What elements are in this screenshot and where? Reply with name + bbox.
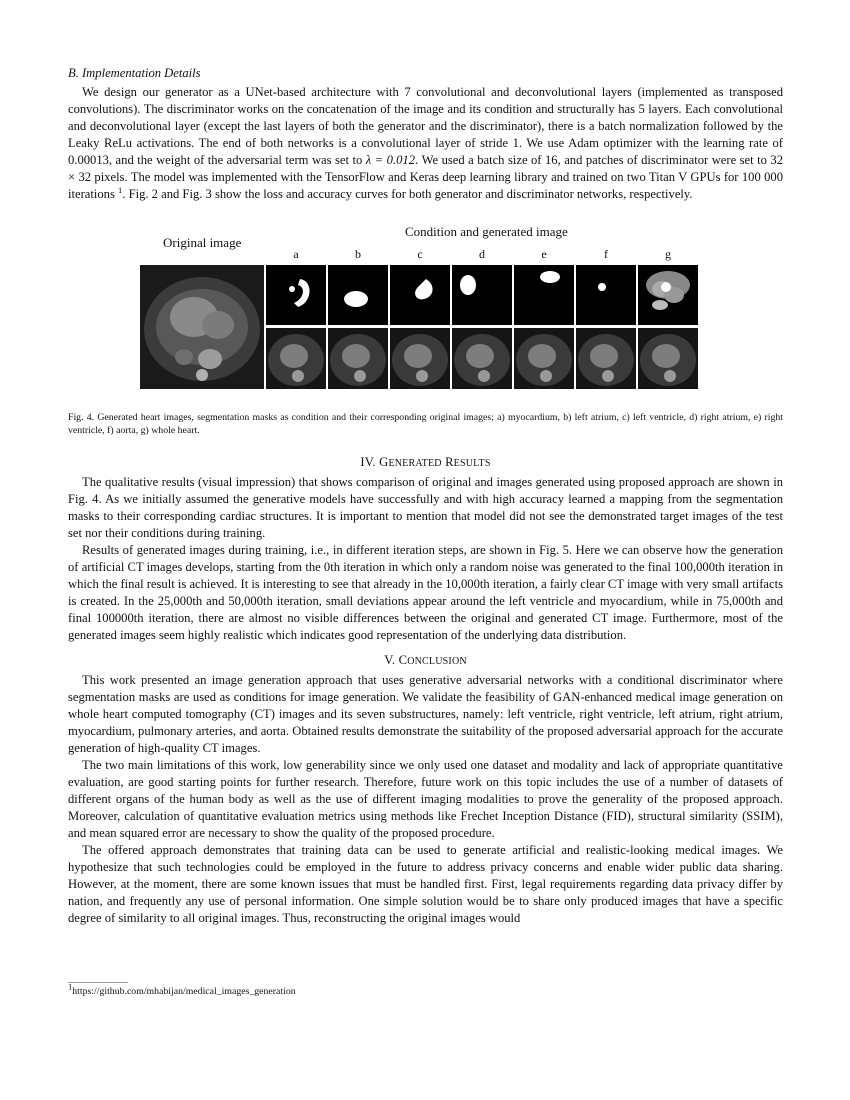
mask-left-atrium [328,265,388,325]
panel-letter: a [293,247,299,261]
results-paragraph-1: The qualitative results (visual impression) that shows comparison of original and images generated using proposed approach are shown in Fig. 4. As we initially assumed the generative models have successfully and with high accuracy learned a mapping from the segmentation masks to their corresponding cardiac structures. It is important to mention that model did not see the demonstrated target images of the test set nor their conditions during training. [68,475,783,540]
mask-left-ventricle [390,265,450,325]
conclusion-paragraph-2: The two main limitations of this work, low generability since we only used one dataset and modality and lack of appropriate quantitative evaluation, are good starting points for further research. Therefore, future work on this topic includes the use of a number of datasets of different organs of the human body as well as the use of different imaging modalities to prove the generality of the proposed approach. Moreover, calculation of quantitative evaluation metrics using methods like Frechet Inception Distance (FID), structural similarity (SSIM), and mean squared error are necessary to show the quality of the proposed procedure. [68,758,783,840]
footnote-rule [68,982,128,983]
heading-rest: ESULTS [453,458,491,469]
condition-image-title: Condition and generated image [405,224,568,239]
page-body [68,66,783,927]
heading-rest: ONCLUSION [407,656,467,667]
mask-whole-heart [638,265,698,325]
mask-myocardium [266,265,326,325]
section-heading-conclusion [68,653,783,668]
panel-letter: e [541,247,547,261]
conclusion-paragraph-3: The offered approach demonstrates that training data can be used to generate artificial and realistic-looking medical images. We hypothesize that such technologies could be employed in the future to address privacy concerns and enable wider public data sharing. However, at the moment, there are some known issues that must be handled first. First, legal requirements regarding data privacy differ by nation, and frequently any use of personal information. One simple solution would be to share only produced images that have a specific degree of similarity to all original images. Thus, reconstructing the original images would [68,843,783,925]
generated-ct-g [638,328,698,389]
results-paragraph-2: Results of generated images during training, i.e., in different iteration steps, are shown in Fig. 5. Here we can observe how the generation of artificial CT images develops, starting from the 0th iteration in which only a random noise was generated to the final 100,000th iteration in which the final result is achieved. It is interesting to see that already in the 10,000th iteration, a fairly clear CT image with very small artifacts is created. In the 25,000th and 50,000th iteration, small deviations appear around the left ventricle and myocardium, while in 75,000th and final 100000th iteration, there are almost no visible differences between the original and generated CT image. Furthermore, most of the generated images seem highly realistic which indicates good representation of the underlying data distribution. [68,543,783,642]
mask-right-atrium [452,265,512,325]
generated-ct-a [266,328,326,389]
generated-ct-b [328,328,388,389]
mask-aorta [576,265,636,325]
heading-initial: C [398,653,408,667]
impl-text-d: . Fig. 2 and Fig. 3 show the loss and accuracy curves for both generator and discriminator networks, respectively. [122,187,693,201]
section-numeral: V. [384,653,396,667]
footnote-number: 1 [68,981,73,992]
generated-ct-d [452,328,512,389]
lambda-value: λ = 0.012 [365,153,415,167]
heading-initial: G [379,455,389,469]
implementation-paragraph [68,84,783,203]
figure-caption: Fig. 4. Generated heart images, segmentation masks as condition and their corresponding original images; a) myocardium, b) left atrium, c) left ventricle, d) right atrium, e) right ventricle, f) aorta, g) whole heart. [68,412,783,436]
original-ct-image [140,265,264,389]
subsection-heading: B. Implementation Details [68,66,201,80]
original-image-title: Original image [163,235,242,250]
mask-right-ventricle [514,265,574,325]
footnote [68,981,296,997]
conclusion-paragraph-1: This work presented an image generation approach that uses generative adversarial networks with a conditional discriminator where segmentation masks are used as conditions for image generation. We validate the feasibility of GAN-enhanced medical image generation on whole heart computed tomography (CT) images and its seven substructures, namely: left ventricle, right ventricle, left atrium, right atrium, myocardium, pulmonary arteries, and aorta. Obtained results demonstrate the suitability of the proposed adversarial approach for the accurate generation of high-quality CT images. [68,673,783,755]
footnote-link[interactable]: https://github.com/mhabijan/medical_images_generation [72,986,296,997]
panel-letter: g [665,247,671,261]
panel-letter: c [417,247,423,261]
patch-size: 32 × 32 [68,153,783,184]
generated-ct-f [576,328,636,389]
figure-4 [68,221,783,399]
impl-text-c: pixels. The model was implemented with the TensorFlow and Keras deep learning library and trained on two Titan V GPUs for 100 000 iterations [68,170,783,201]
impl-text-a: We design our generator as a UNet-based architecture with 7 convolutional and deconvolutional layers (implemented as transposed convolutions). The discriminator works on the concatenation of the image and its condition and structurally has 5 layers. Each convolutional and deconvolutional layer (except the last layers of both the generator and the discriminator), there is a batch normalization followed by the Leaky ReLu activations. The end of both networks is a convolutional layer of stride 1. We use Adam optimizer with the learning rate of 0.00013, and the weight of the adversarial term was set to [68,85,783,167]
heading-initial: R [445,455,454,469]
panel-letter: f [604,247,608,261]
generated-ct-e [514,328,574,389]
heading-rest: ENERATED [388,458,442,469]
generated-ct-c [390,328,450,389]
footnote-marker[interactable]: 1 [118,184,123,195]
panel-letter: d [479,247,485,261]
section-numeral: IV. [360,455,376,469]
impl-text-b: . We used a batch size of 16, and patches of discriminator were set to [415,153,771,167]
section-heading-results [68,455,783,470]
ct-slice-illustration [140,265,264,389]
panel-letter: b [355,247,361,261]
